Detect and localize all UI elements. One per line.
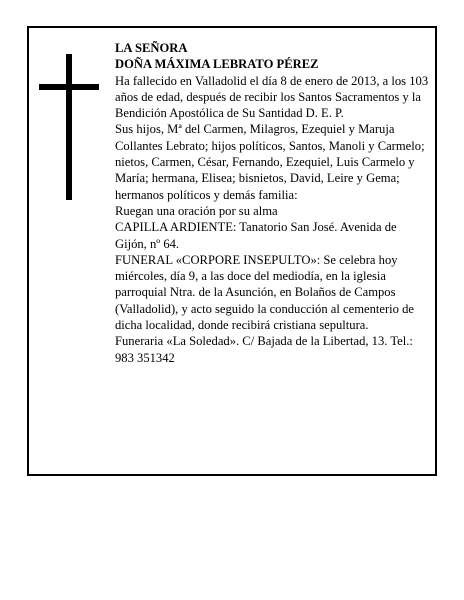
latin-cross-icon	[39, 54, 99, 200]
death-announcement: Ha fallecido en Valladolid el día 8 de enero de 2013, a los 103 años de edad, después de recibir los Santos Sacramentos y la Bendición Apostólica de Su Santidad D. E. P.	[115, 73, 429, 121]
notice-heading: LA SEÑORA	[115, 41, 188, 55]
chapel-info: CAPILLA ARDIENTE: Tanatorio San José. Avenida de Gijón, nº 64.	[115, 220, 397, 251]
funeral-home-info: Funeraria «La Soledad». C/ Bajada de la Libertad, 13. Tel.: 983 351342	[115, 334, 413, 365]
deceased-name: DOÑA MÁXIMA LEBRATO PÉREZ	[115, 57, 319, 72]
prayer-request: Ruegan una oración por su alma	[115, 203, 278, 218]
cross-horizontal-bar	[39, 84, 99, 90]
funeral-info: FUNERAL «CORPORE INSEPULTO»: Se celebra hoy miércoles, día 9, a las doce del mediodía, en la iglesia parroquial Ntra. de la Asunción, en Bolaños de Campos (Valladolid), y acto seguido la conducción al cementerio de dicha localidad, donde recibirá cristiana sepultura.	[115, 252, 414, 333]
obituary-notice	[27, 26, 437, 476]
family-list: Sus hijos, Mª del Carmen, Milagros, Ezequiel y Maruja Collantes Lebrato; hijos políticos, Santos, Manoli y Carmelo; nietos, Carmen, César, Fernando, Ezequiel, Luis Carmelo y María; hermana, Elisea; bisnietos, David, Leire y Gema; hermanos políticos y demás familia:	[115, 122, 425, 202]
cross-vertical-bar	[66, 54, 72, 200]
notice-text	[115, 40, 429, 366]
